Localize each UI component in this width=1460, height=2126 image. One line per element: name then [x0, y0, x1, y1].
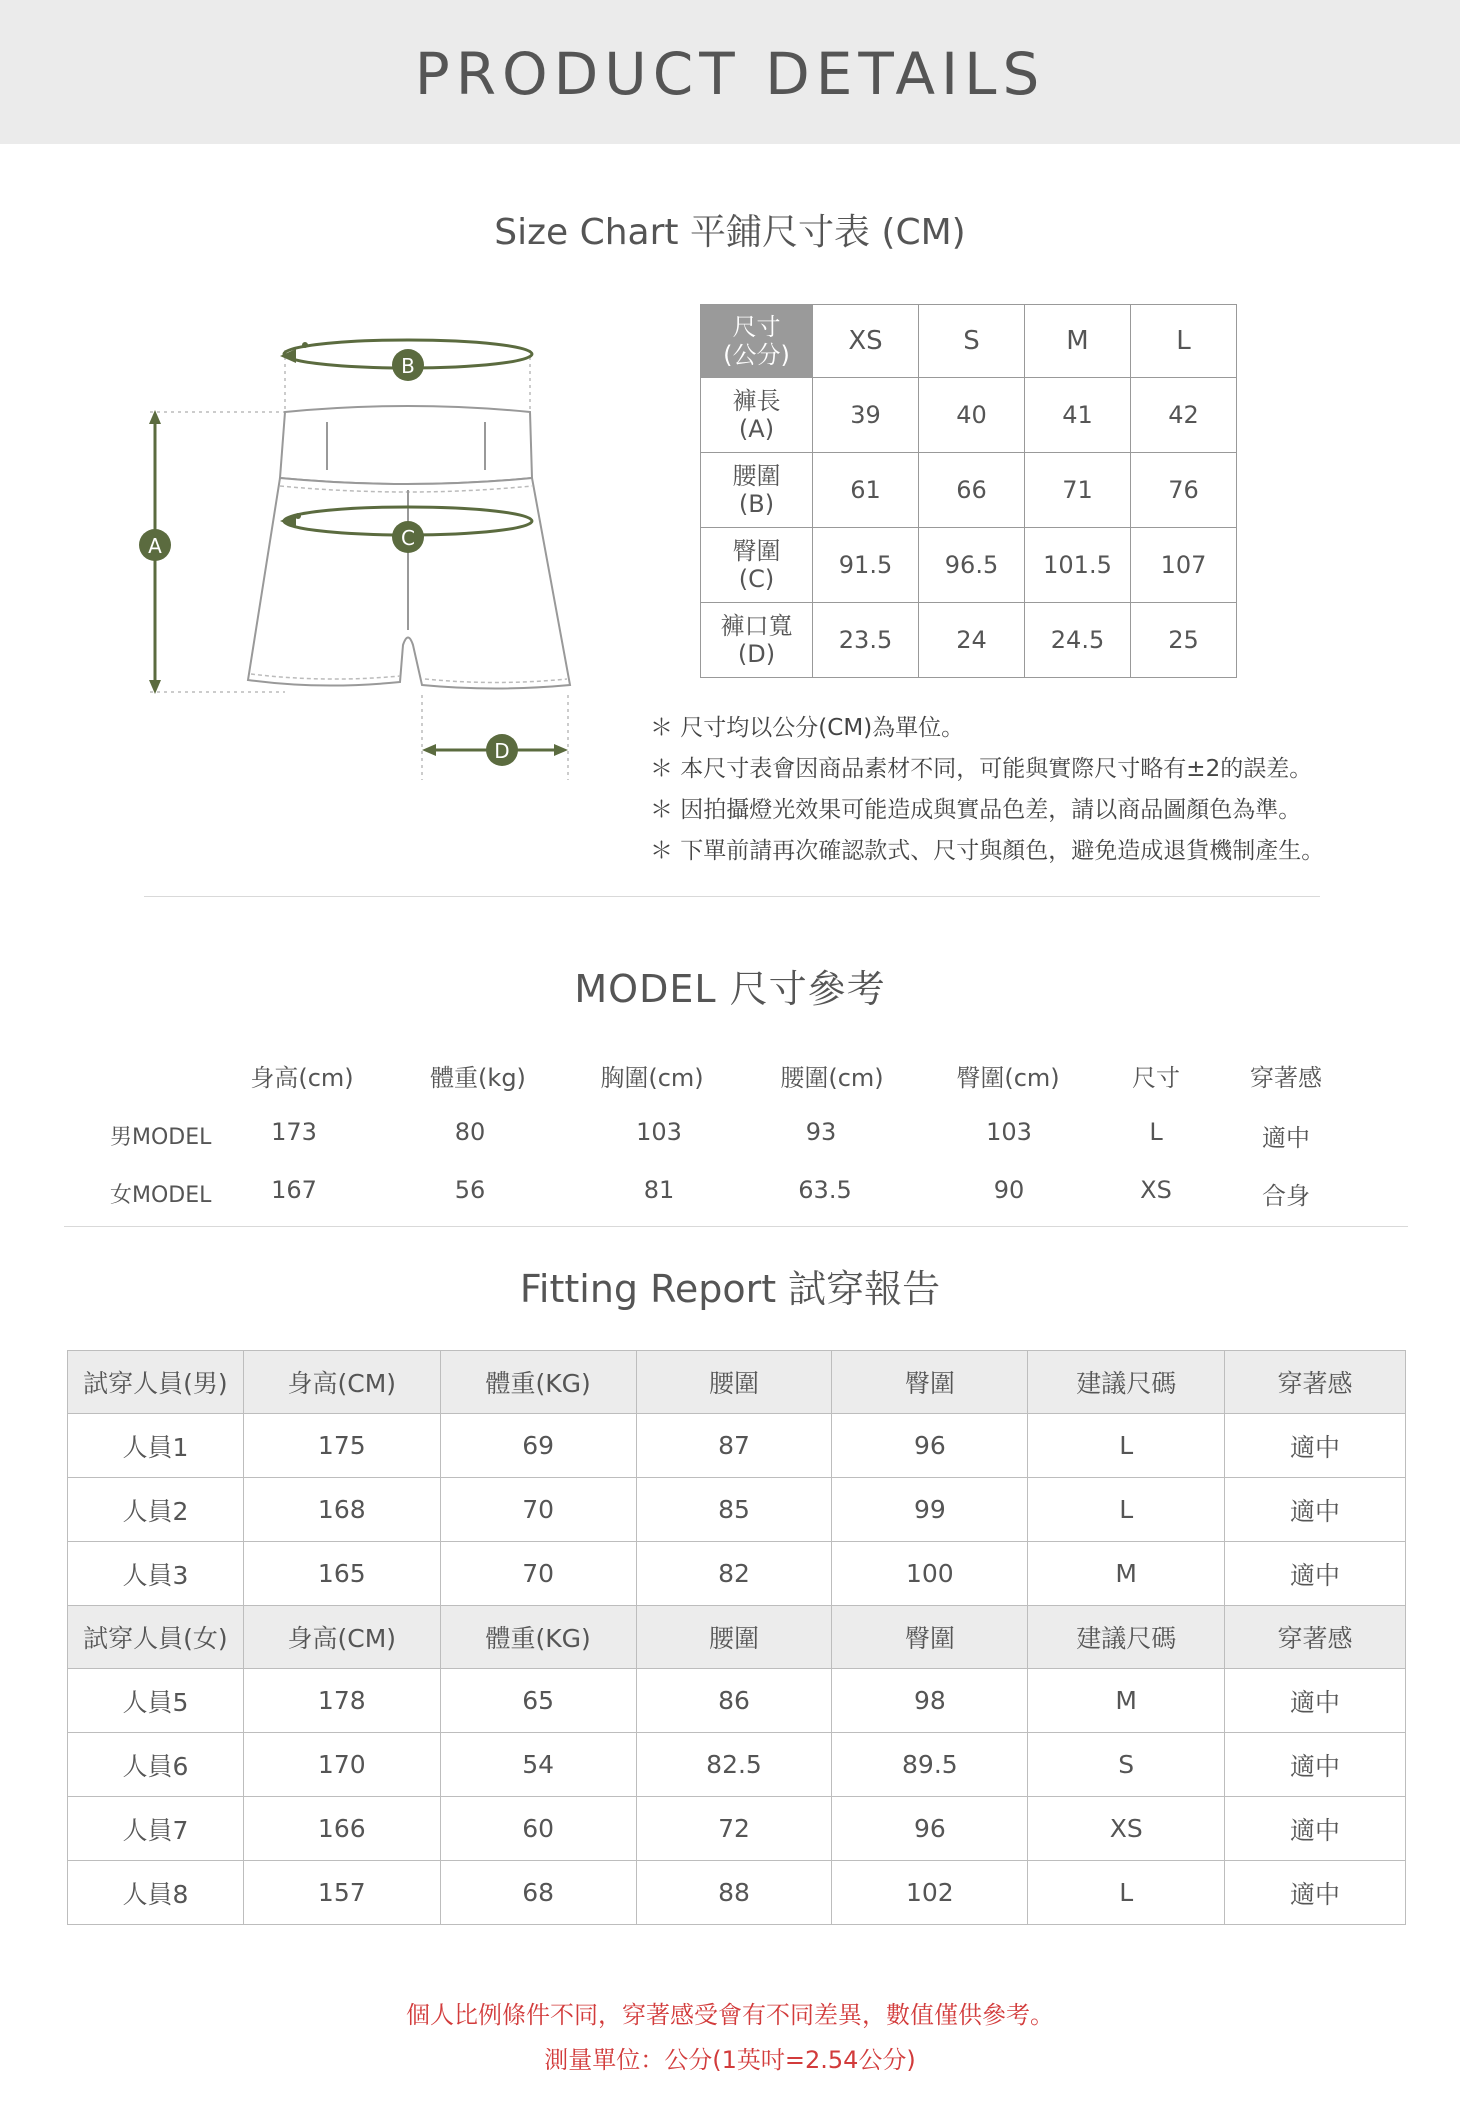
size-note: ＊ 下單前請再次確認款式、尺寸與顏色，避免造成退貨機制產生。 — [650, 838, 1325, 864]
fitting-cell: 98 — [832, 1669, 1028, 1733]
fitting-cell: 165 — [243, 1542, 440, 1606]
fitting-cell: 178 — [243, 1669, 440, 1733]
model-cell: 90 — [993, 1176, 1025, 1204]
fitting-cell: 89.5 — [832, 1733, 1028, 1797]
fitting-header: 體重(KG) — [440, 1351, 636, 1414]
fitting-header: 建議尺碼 — [1028, 1606, 1225, 1669]
fitting-row — [68, 1669, 1406, 1733]
size-col-s: S — [919, 305, 1025, 378]
fitting-header: 臀圍 — [832, 1606, 1028, 1669]
size-row-hem — [701, 603, 1237, 678]
fitting-header: 腰圍 — [636, 1606, 832, 1669]
model-cell: 103 — [636, 1118, 682, 1146]
size-cell: 76 — [1131, 453, 1237, 528]
fitting-cell: 適中 — [1225, 1797, 1406, 1861]
fitting-cell: 人員3 — [68, 1542, 244, 1606]
badge-b-label: B — [401, 354, 415, 378]
fitting-header: 穿著感 — [1225, 1606, 1406, 1669]
badge-a-label: A — [148, 534, 162, 558]
fitting-header-row-male — [68, 1351, 1406, 1414]
size-table — [700, 304, 1237, 678]
fitting-cell: 適中 — [1225, 1861, 1406, 1925]
model-row-label-female: 女MODEL — [110, 1183, 212, 1208]
size-cell: 39 — [813, 378, 919, 453]
fitting-header: 試穿人員(女) — [68, 1606, 244, 1669]
fitting-cell: 175 — [243, 1414, 440, 1478]
fitting-cell: 54 — [440, 1733, 636, 1797]
fitting-row — [68, 1861, 1406, 1925]
fitting-cell: 82 — [636, 1542, 832, 1606]
fitting-header: 腰圍 — [636, 1351, 832, 1414]
fitting-cell: 人員7 — [68, 1797, 244, 1861]
model-header: 尺寸 — [1132, 1064, 1180, 1092]
fitting-cell: 170 — [243, 1733, 440, 1797]
size-note: ＊ 本尺寸表會因商品素材不同，可能與實際尺寸略有±2的誤差。 — [650, 756, 1313, 782]
fitting-cell: 適中 — [1225, 1733, 1406, 1797]
size-row-label: 褲口寬 (D) — [701, 603, 813, 678]
fitting-header-row-female — [68, 1606, 1406, 1669]
size-row-length — [701, 378, 1237, 453]
fitting-cell: 157 — [243, 1861, 440, 1925]
fitting-cell: 96 — [832, 1414, 1028, 1478]
fitting-cell: 99 — [832, 1478, 1028, 1542]
fitting-header: 身高(CM) — [243, 1606, 440, 1669]
fitting-cell: 168 — [243, 1478, 440, 1542]
size-cell: 61 — [813, 453, 919, 528]
fitting-cell: 人員1 — [68, 1414, 244, 1478]
shorts-measurement-diagram — [120, 300, 600, 790]
badge-d-label: D — [494, 739, 510, 763]
model-cell: 103 — [986, 1118, 1032, 1146]
fitting-cell: L — [1028, 1861, 1225, 1925]
model-cell: L — [1149, 1118, 1163, 1146]
size-cell: 25 — [1131, 603, 1237, 678]
badge-a — [139, 529, 171, 561]
model-cell: 81 — [643, 1176, 675, 1204]
model-cell: 合身 — [1262, 1182, 1310, 1210]
size-cell: 91.5 — [813, 528, 919, 603]
fitting-row — [68, 1797, 1406, 1861]
fitting-cell: L — [1028, 1414, 1225, 1478]
fitting-row — [68, 1414, 1406, 1478]
size-cell: 42 — [1131, 378, 1237, 453]
model-header: 胸圍(cm) — [600, 1064, 704, 1092]
fitting-row — [68, 1542, 1406, 1606]
model-header: 身高(cm) — [250, 1064, 354, 1092]
size-table-corner — [701, 305, 813, 378]
fitting-cell: 人員2 — [68, 1478, 244, 1542]
badge-d — [486, 734, 518, 766]
fitting-cell: 85 — [636, 1478, 832, 1542]
fitting-cell: 適中 — [1225, 1478, 1406, 1542]
fitting-cell: 87 — [636, 1414, 832, 1478]
size-col-m: M — [1025, 305, 1131, 378]
fitting-header: 身高(CM) — [243, 1351, 440, 1414]
footer-disclaimer: 個人比例條件不同，穿著感受會有不同差異，數值僅供參考。 — [406, 2001, 1054, 2029]
fitting-cell: 166 — [243, 1797, 440, 1861]
corner-line-1: 尺寸 — [732, 313, 781, 341]
model-cell: 173 — [271, 1118, 317, 1146]
fitting-cell: L — [1028, 1478, 1225, 1542]
fitting-cell: 100 — [832, 1542, 1028, 1606]
size-row-label: 臀圍 (C) — [701, 528, 813, 603]
size-notes — [650, 708, 1324, 872]
fitting-cell: 人員6 — [68, 1733, 244, 1797]
fitting-table — [67, 1350, 1406, 1925]
size-note: ＊ 因拍攝燈光效果可能造成與實品色差，請以商品圖顏色為準。 — [650, 797, 1302, 823]
fitting-cell: M — [1028, 1669, 1225, 1733]
model-cell: 63.5 — [798, 1176, 852, 1204]
fitting-cell: 88 — [636, 1861, 832, 1925]
divider — [64, 1226, 1408, 1227]
fitting-cell: 72 — [636, 1797, 832, 1861]
model-title: MODEL 尺寸參考 — [574, 967, 886, 1011]
page-title: PRODUCT DETAILS — [414, 40, 1046, 108]
model-cell: 適中 — [1262, 1124, 1310, 1152]
model-cell: 80 — [454, 1118, 486, 1146]
fitting-cell: 適中 — [1225, 1542, 1406, 1606]
model-header: 體重(kg) — [430, 1064, 526, 1092]
fitting-header: 臀圍 — [832, 1351, 1028, 1414]
size-cell: 24.5 — [1025, 603, 1131, 678]
model-cell: 93 — [805, 1118, 837, 1146]
size-row-hip — [701, 528, 1237, 603]
size-table-header-row — [701, 305, 1237, 378]
model-row-label-male: 男MODEL — [110, 1125, 212, 1150]
fitting-cell: 70 — [440, 1478, 636, 1542]
size-col-xs: XS — [813, 305, 919, 378]
model-header: 臀圍(cm) — [956, 1064, 1060, 1092]
fitting-title: Fitting Report 試穿報告 — [519, 1267, 941, 1311]
corner-line-2: (公分) — [723, 341, 790, 369]
badge-c — [392, 521, 424, 553]
fitting-row — [68, 1478, 1406, 1542]
size-row-label: 褲長 (A) — [701, 378, 813, 453]
fitting-cell: 70 — [440, 1542, 636, 1606]
badge-c-label: C — [401, 526, 415, 550]
fitting-cell: 86 — [636, 1669, 832, 1733]
size-cell: 71 — [1025, 453, 1131, 528]
size-cell: 23.5 — [813, 603, 919, 678]
size-row-label: 腰圍 (B) — [701, 453, 813, 528]
model-header: 穿著感 — [1250, 1064, 1322, 1092]
fitting-cell: XS — [1028, 1797, 1225, 1861]
size-chart-title: Size Chart 平鋪尺寸表 (CM) — [494, 212, 966, 253]
model-cell: 167 — [271, 1176, 317, 1204]
fitting-cell: 60 — [440, 1797, 636, 1861]
badge-b — [392, 349, 424, 381]
fitting-cell: 適中 — [1225, 1669, 1406, 1733]
size-cell: 96.5 — [919, 528, 1025, 603]
fitting-row — [68, 1733, 1406, 1797]
fitting-cell: M — [1028, 1542, 1225, 1606]
model-cell: XS — [1140, 1176, 1172, 1204]
fitting-cell: 82.5 — [636, 1733, 832, 1797]
size-row-waist — [701, 453, 1237, 528]
size-col-l: L — [1131, 305, 1237, 378]
fitting-header: 試穿人員(男) — [68, 1351, 244, 1414]
fitting-cell: 69 — [440, 1414, 636, 1478]
fitting-header: 建議尺碼 — [1028, 1351, 1225, 1414]
footer-unit-note: 測量單位：公分(1英吋=2.54公分) — [544, 2046, 916, 2074]
fitting-cell: 適中 — [1225, 1414, 1406, 1478]
divider — [144, 896, 1320, 897]
model-header: 腰圍(cm) — [780, 1064, 884, 1092]
fitting-cell: S — [1028, 1733, 1225, 1797]
fitting-cell: 96 — [832, 1797, 1028, 1861]
model-cell: 56 — [454, 1176, 486, 1204]
size-cell: 66 — [919, 453, 1025, 528]
fitting-cell: 68 — [440, 1861, 636, 1925]
size-cell: 24 — [919, 603, 1025, 678]
fitting-cell: 102 — [832, 1861, 1028, 1925]
fitting-cell: 65 — [440, 1669, 636, 1733]
size-cell: 41 — [1025, 378, 1131, 453]
fitting-header: 體重(KG) — [440, 1606, 636, 1669]
fitting-cell: 人員8 — [68, 1861, 244, 1925]
fitting-header: 穿著感 — [1225, 1351, 1406, 1414]
size-note: ＊ 尺寸均以公分(CM)為單位。 — [650, 715, 965, 741]
size-cell: 40 — [919, 378, 1025, 453]
size-cell: 101.5 — [1025, 528, 1131, 603]
fitting-cell: 人員5 — [68, 1669, 244, 1733]
size-cell: 107 — [1131, 528, 1237, 603]
